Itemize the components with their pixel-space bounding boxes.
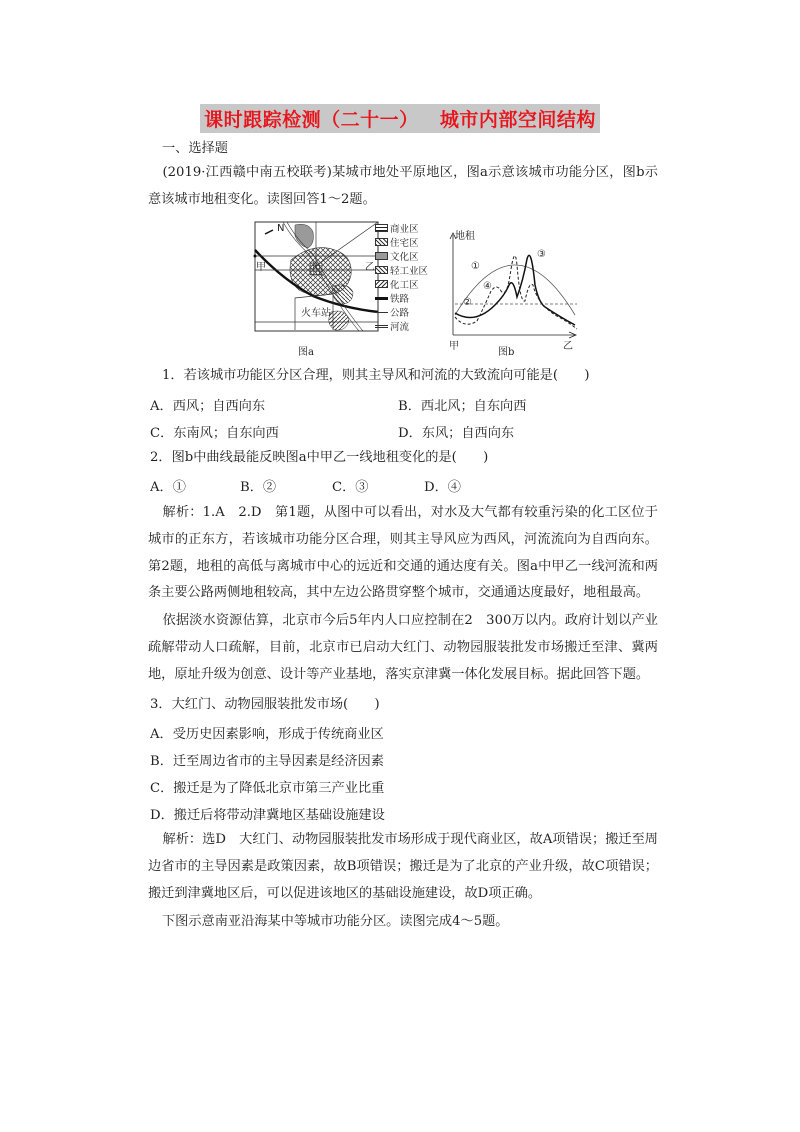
- question-1-option-c: C．东南风；自东向西: [150, 426, 279, 441]
- question-1-option-b: B．西北风；自东向西: [398, 399, 527, 414]
- road-line-icon: [375, 312, 388, 313]
- legend-chemical: 化工区: [375, 277, 419, 291]
- question-3-option-a: A．受历史因素影响，形成于传统商业区: [150, 727, 384, 742]
- curve-label-3: ③: [537, 249, 546, 260]
- analysis-3: 解析：选D 大红门、动物园服装批发市场形成于现代商业区，故A项错误；搬迁至周边省市的主导因素是政策因素，故B项错误；搬迁是为了北京的产业升级，故C项错误；搬迁到津冀地区后，可以促进该地区的基础设施建设，故D项正确。: [148, 832, 658, 901]
- crosshatch-pattern-icon: [375, 238, 388, 246]
- question-1-option-d: D．东风；自西向东: [398, 426, 515, 441]
- question-2-option-a: A．①: [150, 480, 186, 495]
- legend-road: 公路: [375, 305, 409, 319]
- figure-a-caption: 图a: [298, 347, 314, 358]
- curve-label-2: ②: [463, 297, 472, 308]
- curve-label-4: ④: [483, 281, 492, 292]
- north-label: N: [277, 223, 285, 234]
- legend-cultural: 文化区: [375, 249, 419, 263]
- question-3-option-c: C．搬迁是为了降低北京市第三产业比重: [150, 781, 385, 796]
- page-title: 课时跟踪检测（二十一） 城市内部空间结构: [200, 104, 600, 133]
- river-line-icon: [375, 325, 388, 328]
- figure-b-caption: 图b: [498, 347, 515, 358]
- grid-pattern-icon: [375, 224, 388, 232]
- diagonal-forward-pattern-icon: [375, 280, 388, 288]
- legend-light-industry: 轻工业区: [375, 263, 428, 277]
- intro-paragraph-4: 下图示意南亚沿海某中等城市功能分区。读图完成4～5题。: [162, 914, 509, 929]
- station-label: 火车站: [301, 308, 331, 319]
- curve-label-1: ①: [471, 261, 480, 272]
- legend-river: 河流: [375, 319, 409, 333]
- point-east-label: 乙: [365, 262, 375, 273]
- question-3-option-d: D．搬迁后将带动津冀地区基础设施建设: [150, 808, 385, 823]
- legend-railway: 铁路: [375, 291, 409, 305]
- figure-b-svg: [445, 225, 585, 350]
- question-2-option-d: D．④: [424, 480, 461, 495]
- question-1-stem: 1．若该城市功能区分区合理，则其主导风和河流的大致流向可能是( ): [162, 368, 590, 383]
- question-1-option-a: A．西风；自西向东: [150, 399, 266, 414]
- question-2-stem: 2．图b中曲线最能反映图a中甲乙一线地租变化的是( ): [150, 450, 489, 465]
- title-container: [0, 104, 800, 133]
- x-end-label: 乙: [563, 341, 573, 352]
- diagonal-back-pattern-icon: [375, 266, 388, 274]
- legend-residential: 住宅区: [375, 235, 419, 249]
- y-axis-label: 地租: [455, 231, 475, 242]
- question-2-option-c: C．③: [332, 480, 369, 495]
- analysis-1-2: 解析：1.A 2.D 第1题，从图中可以看出，对水及大气都有较重污染的化工区位于城市的正东方，若该城市功能分区合理，则其主导风应为西风，河流流向为自西向东。第2题，地租的高低与离城市中心的远近和交通的通达度有关。图a中甲乙一线河流和两条主要公路两侧地租较高，其中左边公路贯穿整个城市，交通通达度最好，地租最高。: [148, 505, 658, 601]
- section-heading: 一、选择题: [162, 141, 228, 156]
- figure-b-chart: [445, 225, 585, 350]
- intro-paragraph-2: 依据淡水资源估算，北京市今后5年内人口应控制在2 300万以内。政府计划以产业疏解带动人口疏解，目前，北京市已启动大红门、动物园服装批发市场搬迁至津、冀两地，原址升级为创意、设计等产业基地，落实京津冀一体化发展目标。据此回答下题。: [148, 613, 658, 682]
- question-3-stem: 3．大红门、动物园服装批发市场( ): [150, 697, 380, 712]
- x-start-label: 甲: [449, 341, 459, 352]
- question-2-option-b: B．②: [240, 480, 277, 495]
- legend-commercial: 商业区: [375, 221, 419, 235]
- gray-fill-icon: [375, 252, 388, 260]
- point-west-label: 甲: [256, 262, 266, 273]
- intro-paragraph-1: (2019·江西赣中南五校联考)某城市地处平原地区，图a示意该城市功能分区，图b示意该城市地租变化。读图回答1～2题。: [148, 165, 658, 207]
- question-3-option-b: B．迁至周边省市的主导因素是经济因素: [150, 754, 384, 769]
- railway-line-icon: [375, 297, 388, 300]
